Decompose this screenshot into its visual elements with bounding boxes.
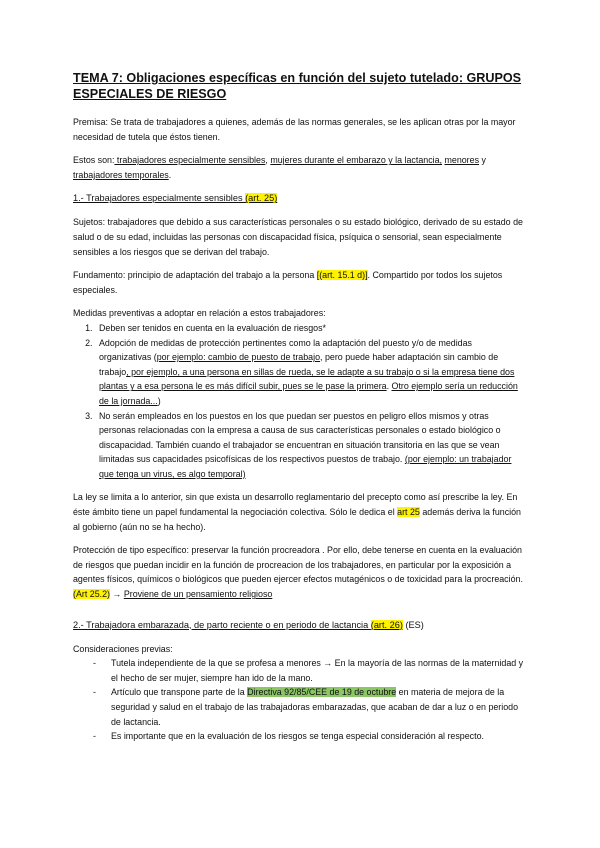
- list-item: [95, 409, 525, 482]
- section-1-heading: [73, 191, 525, 206]
- premisa-paragraph: Premisa: Se trata de trabajadores a quienes, además de las normas generales, se les aplican otras por la mayor necesidad de tutela que éstos tienen.: [73, 117, 516, 142]
- item-example: , por ejemplo, a una persona en sillas de rueda, se le adapte a su trabajo o si la empresa tiene dos plantas y a esa persona le es más difícil subir, pues se le pase la primera: [99, 366, 515, 392]
- section-2-title: 2.- Trabajadora embarazada, de parto reciente o en periodo de lactancia: [73, 619, 371, 630]
- list-item: 1. Deben ser tenidos en cuenta en la evaluación de riesgos*: [95, 321, 525, 336]
- proteccion-text: Protección de tipo específico: preservar la función procreadora . Por ello, debe tenerse en cuenta en la evaluación de riesgos que puedan incidir en la función de procreacion de los trabajadores, en particular por la exposición a agentes físicos, químicos o biológicos que pueden ejercer efectos mutagénicos o de toxicidad para la procreación.: [73, 545, 523, 585]
- group-sensitive-workers: trabajadores especialmente sensibles: [114, 155, 266, 166]
- item-text: No serán empleados en los puestos en los que puedan ser puestos en peligro ellos mismos y otras personas relacionadas con la empresa a causa de sus características personales o estado biológico o discapacidad. También cuando el trabajador se encuentran en situación transitoria en las que se vean limitadas sus capacidades psicofísicas de los respectivos puestos de trabajo.: [99, 410, 501, 465]
- section-2-heading: [73, 618, 525, 633]
- list-item: - Tutela independiente de la que se profesa a menores → En la mayoría de las normas de la maternidad y el hecho de ser mujer, siempre han ido de la mano.: [93, 656, 525, 685]
- ley-paragraph: [73, 490, 525, 534]
- ley-text: La ley se limita a lo anterior, sin que exista un desarrollo reglamentario del precepto como así prescribe la ley. En éste ámbito tiene un papel fundamental la negociación colectiva. Sólo le dedica el: [73, 492, 518, 518]
- list-item: - Es importante que en la evaluación de los riesgos se tenga especial consideración al respecto.: [93, 729, 525, 744]
- medidas-heading: Medidas preventivas a adoptar en relación a estos trabajadores:: [73, 308, 326, 319]
- estos-lead: Estos son:: [73, 155, 115, 166]
- list-item: [95, 336, 525, 409]
- arrow-icon: →: [110, 589, 124, 600]
- consideraciones-list: [73, 656, 525, 744]
- fundamento-text: Fundamento: principio de adaptación del trabajo a la persona: [73, 270, 317, 281]
- sujetos-paragraph: Sujetos: trabajadores que debido a sus características personales o su estado biológico, derivado de su estado de salud o de su edad, incluidas las personas con discapacidad física, psíquica o sensorial, sean especialmente sensibles a los riesgos que se derivan del trabajo.: [73, 217, 523, 257]
- estos-end: .: [168, 169, 172, 180]
- ley-text: además deriva la función al gobierno (aún no se ha hecho).: [73, 507, 521, 532]
- directiva-ref: Directiva 92/85/CEE de 19 de octubre: [247, 687, 397, 698]
- section-2-tail: (ES): [402, 619, 424, 630]
- item-text: en materia de mejora de la seguridad y salud en el trabajo de las trabajadoras embarazadas, que acaban de dar a luz o en periodo de lactancia.: [111, 687, 519, 727]
- group-temporary-workers: trabajadores temporales: [73, 169, 169, 180]
- medidas-list: [73, 321, 525, 482]
- fundamento-ref: [(art. 15.1 d)]: [316, 270, 368, 281]
- ley-ref: art 25: [397, 507, 420, 518]
- document-page: [73, 70, 525, 744]
- section-2-ref: (art. 26): [370, 619, 403, 630]
- proteccion-paragraph: [73, 543, 525, 601]
- estos-sep: ,: [265, 155, 271, 166]
- item-text: ): [157, 395, 161, 406]
- consideraciones-heading: Consideraciones previas:: [73, 643, 173, 654]
- proteccion-ref: (Art 25.2): [73, 589, 110, 600]
- fundamento-paragraph: [73, 268, 525, 297]
- group-minors: menores: [444, 155, 480, 166]
- item-example: por ejemplo: cambio de puesto de trabajo: [156, 352, 321, 363]
- item-example: (por ejemplo: un trabajador que tenga un virus, es algo temporal): [99, 454, 512, 479]
- section-1-ref: (art. 25): [245, 193, 278, 204]
- section-1-title: 1.- Trabajadores especialmente sensibles: [73, 193, 246, 204]
- item-text: , pero puede haber adaptación sin cambio de trabajo: [99, 352, 499, 377]
- estos-paragraph: [73, 153, 525, 182]
- list-item: [93, 685, 525, 729]
- fundamento-text: . Compartido por todos los sujetos especiales.: [73, 270, 503, 295]
- item-text: Adopción de medidas de protección pertinentes como la adaptación del puesto y/o de medidas organizativas (: [99, 337, 472, 363]
- proteccion-note: Proviene de un pensamiento religioso: [123, 589, 273, 600]
- estos-sep: y: [479, 155, 486, 166]
- item-example: Otro ejemplo sería un reducción de la jornada...: [99, 381, 518, 406]
- group-pregnant-women: mujeres durante el embarazo y la lactancia,: [270, 155, 443, 166]
- item-text: Artículo que transpone parte de la: [111, 687, 248, 698]
- item-text: .: [386, 381, 392, 392]
- page-title: TEMA 7: Obligaciones específicas en función del sujeto tutelado: GRUPOS ESPECIALES DE RIESGO: [73, 71, 522, 101]
